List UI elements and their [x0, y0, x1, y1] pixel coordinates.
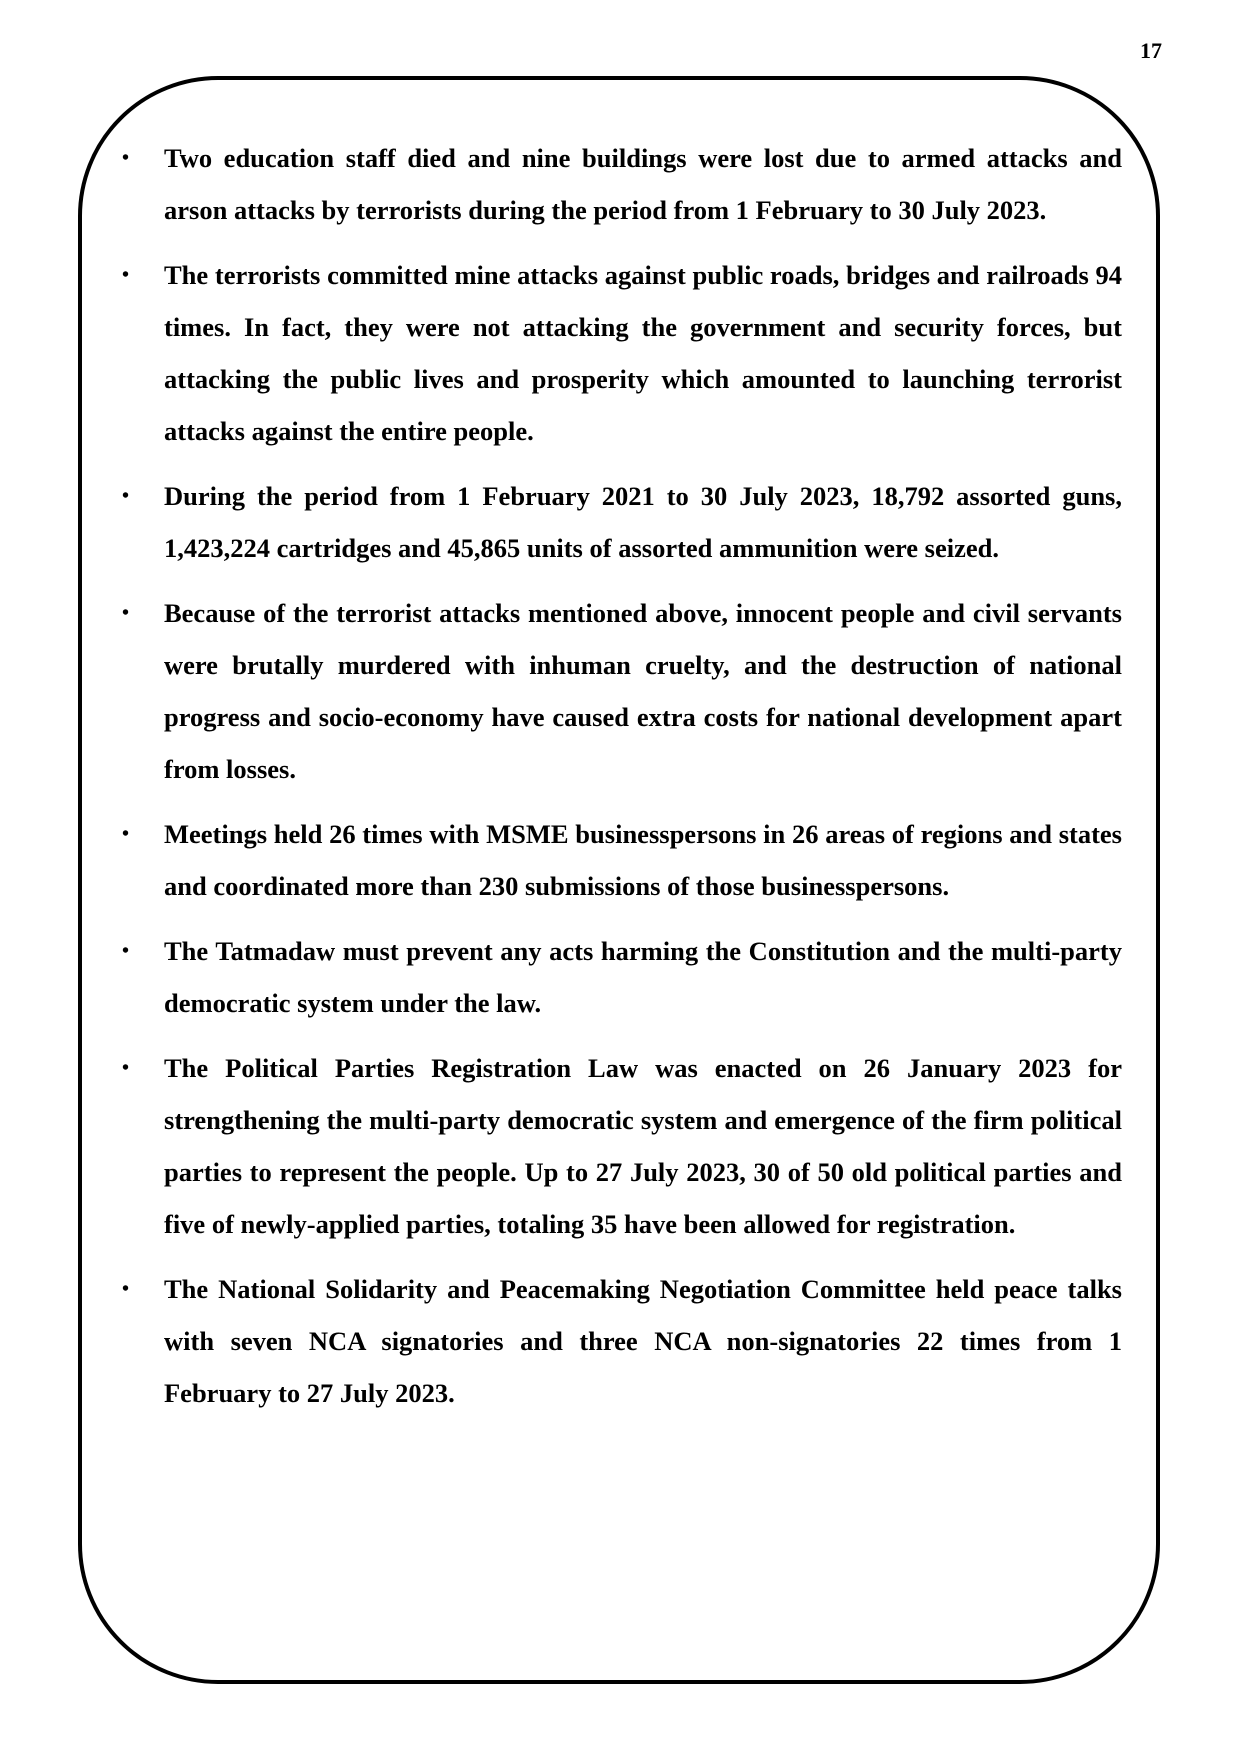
bullet-text: Meetings held 26 times with MSME businesspersons in 26 areas of regions and states and coordinated more than 230 submissions of those businesspersons.: [164, 819, 1122, 901]
bullet-text: During the period from 1 February 2021 to 30 July 2023, 18,792 assorted guns, 1,423,224 cartridges and 45,865 units of assorted ammunition were seized.: [164, 481, 1122, 563]
bullet-text: The Tatmadaw must prevent any acts harming the Constitution and the multi-party democratic system under the law.: [164, 936, 1122, 1018]
bullet-item: [122, 132, 1122, 236]
bullet-icon: •: [122, 147, 130, 169]
bullet-item: [122, 249, 1122, 457]
page-number: 17: [1140, 38, 1162, 63]
bullet-icon: •: [122, 602, 130, 624]
bullet-item: [122, 808, 1122, 912]
bullet-text: The National Solidarity and Peacemaking Negotiation Committee held peace talks with seven NCA signatories and three NCA non-signatories 22 times from 1 February to 27 July 2023.: [164, 1274, 1122, 1408]
bullet-icon: •: [122, 1278, 130, 1300]
bullet-item: [122, 587, 1122, 795]
bullet-item: [122, 1263, 1122, 1419]
bullet-list: [122, 132, 1122, 1432]
bullet-icon: •: [122, 1057, 130, 1079]
bullet-item: [122, 1042, 1122, 1250]
bullet-text: The terrorists committed mine attacks against public roads, bridges and railroads 94 times. In fact, they were not attacking the government and security forces, but attacking the public lives and prosperity which amounted to launching terrorist attacks against the entire people.: [164, 260, 1122, 446]
bullet-icon: •: [122, 485, 130, 507]
bullet-icon: •: [122, 823, 130, 845]
bullet-text: Because of the terrorist attacks mentioned above, innocent people and civil servants were brutally murdered with inhuman cruelty, and the destruction of national progress and socio-economy have caused extra costs for national development apart from losses.: [164, 598, 1122, 784]
bullet-item: [122, 470, 1122, 574]
bullet-text: The Political Parties Registration Law was enacted on 26 January 2023 for strengthening the multi-party democratic system and emergence of the firm political parties to represent the people. Up to 27 July 2023, 30 of 50 old political parties and five of newly-applied parties, totaling 35 have been allowed for registration.: [164, 1053, 1122, 1239]
bullet-icon: •: [122, 264, 130, 286]
bullet-icon: •: [122, 940, 130, 962]
bullet-item: [122, 925, 1122, 1029]
bullet-text: Two education staff died and nine buildings were lost due to armed attacks and arson attacks by terrorists during the period from 1 February to 30 July 2023.: [164, 143, 1122, 225]
